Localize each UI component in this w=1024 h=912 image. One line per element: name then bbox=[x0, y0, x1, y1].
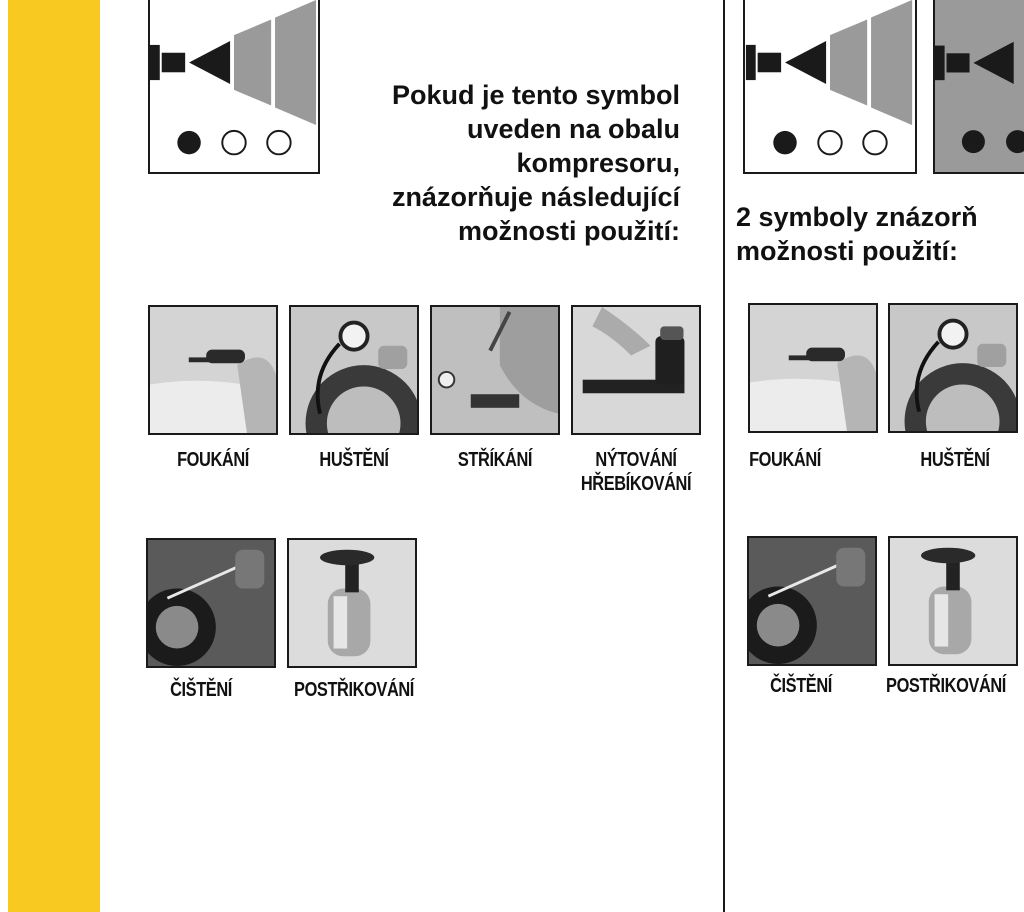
heading-line: kompresoru, bbox=[516, 148, 680, 178]
compressor-usage-symbol-1 bbox=[743, 0, 917, 174]
panel-divider bbox=[723, 0, 725, 912]
cleaning-photo bbox=[747, 536, 877, 666]
caption-blowing: FOUKÁNÍ bbox=[749, 449, 821, 471]
spray-painting-photo bbox=[287, 538, 417, 668]
spraying-photo bbox=[430, 305, 560, 435]
spray-nozzle-icon bbox=[150, 0, 318, 172]
caption-blowing: FOUKÁNÍ bbox=[177, 449, 249, 471]
heading-line: možnosti použití: bbox=[458, 216, 680, 246]
compressor-usage-symbol bbox=[148, 0, 320, 174]
nailing-photo bbox=[571, 305, 701, 435]
heading-line: znázorňuje následující bbox=[391, 182, 680, 212]
inflating-photo bbox=[888, 303, 1018, 433]
caption-nailing bbox=[574, 448, 699, 496]
caption-line: NÝTOVÁNÍ bbox=[595, 449, 677, 471]
caption-inflating: HUŠTĚNÍ bbox=[319, 449, 389, 471]
spray-nozzle-icon bbox=[745, 0, 915, 172]
left-heading bbox=[320, 78, 680, 248]
heading-line: Pokud je tento symbol bbox=[391, 80, 680, 110]
caption-spray-painting: POSTŘIKOVÁNÍ bbox=[886, 675, 1006, 697]
inflating-photo bbox=[289, 305, 419, 435]
caption-spray-painting: POSTŘIKOVÁNÍ bbox=[294, 679, 414, 701]
caption-line: HŘEBÍKOVÁNÍ bbox=[580, 473, 692, 495]
compressor-usage-symbol-2 bbox=[933, 0, 1024, 174]
blowing-photo bbox=[748, 303, 878, 433]
cleaning-photo bbox=[146, 538, 276, 668]
right-heading bbox=[736, 200, 1024, 268]
yellow-side-band bbox=[8, 0, 100, 912]
page-margin bbox=[0, 0, 8, 912]
blowing-photo bbox=[148, 305, 278, 435]
caption-inflating: HUŠTĚNÍ bbox=[920, 449, 990, 471]
heading-line: 2 symboly znázorň bbox=[736, 202, 978, 232]
caption-cleaning: ČIŠTĚNÍ bbox=[770, 675, 832, 697]
caption-spraying: STŘÍKÁNÍ bbox=[457, 449, 533, 471]
spray-painting-photo bbox=[888, 536, 1018, 666]
caption-cleaning: ČIŠTĚNÍ bbox=[170, 679, 232, 701]
heading-line: možnosti použití: bbox=[736, 236, 958, 266]
heading-line: uveden na obalu bbox=[466, 114, 680, 144]
spray-nozzle-icon bbox=[935, 0, 1024, 172]
